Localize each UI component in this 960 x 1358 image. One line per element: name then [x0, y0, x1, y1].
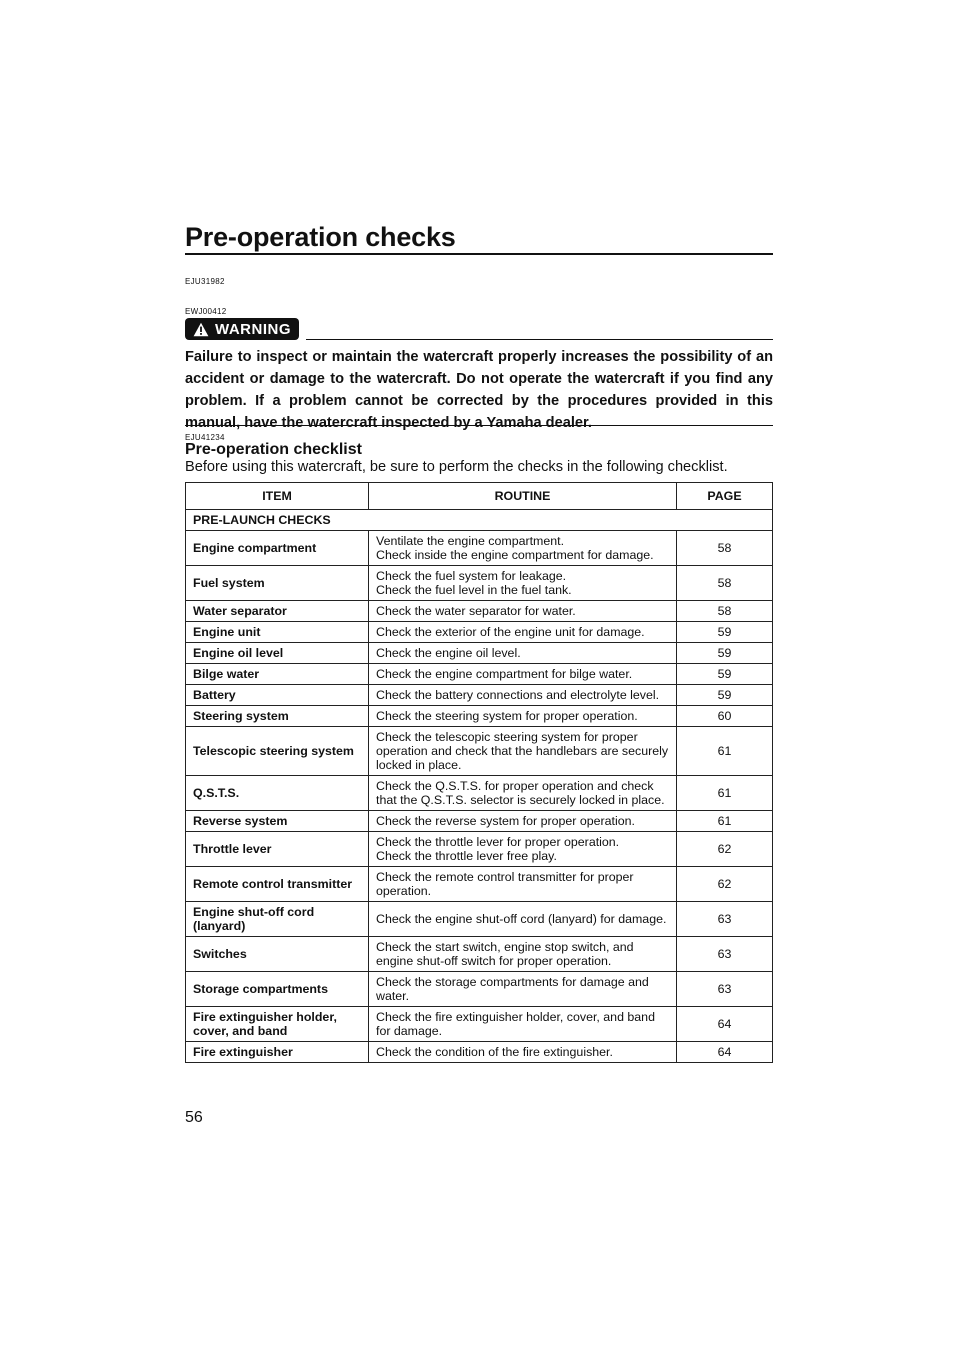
table-row — [186, 685, 773, 706]
row-item: Telescopic steering system — [186, 727, 369, 776]
table-row — [186, 601, 773, 622]
warning-triangle-icon — [193, 322, 209, 337]
row-item: Throttle lever — [186, 832, 369, 867]
row-routine: Check the fuel system for leakage. Check the fuel level in the fuel tank. — [369, 566, 677, 601]
row-page: 58 — [677, 531, 773, 566]
section-heading: Pre-operation checklist — [185, 441, 362, 458]
row-routine: Check the engine compartment for bilge water. — [369, 664, 677, 685]
row-page: 64 — [677, 1042, 773, 1063]
warning-code: EWJ00412 — [185, 307, 227, 316]
row-item: Engine compartment — [186, 531, 369, 566]
warning-badge — [185, 318, 299, 340]
row-item: Remote control transmitter — [186, 867, 369, 902]
table-row — [186, 811, 773, 832]
row-page: 63 — [677, 902, 773, 937]
row-routine: Check the throttle lever for proper operation. Check the throttle lever free play. — [369, 832, 677, 867]
group-row — [186, 510, 773, 531]
table-row — [186, 1042, 773, 1063]
warning-text: Failure to inspect or maintain the watercraft properly increases the possibility of an accident or damage to the watercraft. Do not operate the watercraft if you find any problem. If a problem cannot be corrected by the procedures provided in this manual, have the watercraft inspected by a Yamaha dealer. — [185, 349, 773, 431]
row-page: 59 — [677, 664, 773, 685]
table-header-row — [186, 483, 773, 510]
row-routine: Check the start switch, engine stop switch, and engine shut-off switch for proper operation. — [369, 937, 677, 972]
group-label: PRE-LAUNCH CHECKS — [186, 510, 773, 531]
row-routine: Ventilate the engine compartment. Check inside the engine compartment for damage. — [369, 531, 677, 566]
row-page: 63 — [677, 972, 773, 1007]
row-page: 61 — [677, 727, 773, 776]
row-routine: Check the engine oil level. — [369, 643, 677, 664]
row-page: 59 — [677, 643, 773, 664]
row-page: 61 — [677, 811, 773, 832]
table-row — [186, 776, 773, 811]
row-item: Battery — [186, 685, 369, 706]
row-item: Steering system — [186, 706, 369, 727]
row-item: Bilge water — [186, 664, 369, 685]
table-row — [186, 832, 773, 867]
row-item: Engine oil level — [186, 643, 369, 664]
table-row — [186, 531, 773, 566]
page-number: 56 — [185, 1109, 203, 1126]
row-item: Q.S.T.S. — [186, 776, 369, 811]
row-page: 59 — [677, 685, 773, 706]
checklist-table — [185, 482, 773, 1063]
row-page: 62 — [677, 867, 773, 902]
row-item: Fuel system — [186, 566, 369, 601]
row-routine: Check the storage compartments for damage and water. — [369, 972, 677, 1007]
row-page: 58 — [677, 566, 773, 601]
row-routine: Check the exterior of the engine unit for damage. — [369, 622, 677, 643]
row-routine: Check the Q.S.T.S. for proper operation and check that the Q.S.T.S. selector is securely locked in place. — [369, 776, 677, 811]
row-routine: Check the remote control transmitter for proper operation. — [369, 867, 677, 902]
table-row — [186, 867, 773, 902]
row-page: 58 — [677, 601, 773, 622]
table-row — [186, 972, 773, 1007]
warning-top-rule — [306, 339, 773, 340]
row-item: Fire extinguisher — [186, 1042, 369, 1063]
warning-label: WARNING — [215, 320, 291, 338]
table-row — [186, 643, 773, 664]
row-page: 62 — [677, 832, 773, 867]
row-item: Storage compartments — [186, 972, 369, 1007]
row-item: Engine unit — [186, 622, 369, 643]
row-item: Reverse system — [186, 811, 369, 832]
table-row — [186, 902, 773, 937]
table-row — [186, 706, 773, 727]
table-row — [186, 1007, 773, 1042]
row-routine: Check the reverse system for proper operation. — [369, 811, 677, 832]
row-page: 61 — [677, 776, 773, 811]
row-item: Fire extinguisher holder, cover, and band — [186, 1007, 369, 1042]
row-page: 59 — [677, 622, 773, 643]
row-routine: Check the engine shut-off cord (lanyard) for damage. — [369, 902, 677, 937]
table-row — [186, 937, 773, 972]
row-page: 60 — [677, 706, 773, 727]
intro-text: Before using this watercraft, be sure to perform the checks in the following checklist. — [185, 459, 728, 475]
row-routine: Check the condition of the fire extinguisher. — [369, 1042, 677, 1063]
warning-bottom-rule — [185, 425, 773, 426]
table-row — [186, 566, 773, 601]
row-routine: Check the water separator for water. — [369, 601, 677, 622]
table-row — [186, 664, 773, 685]
column-header-page: PAGE — [677, 483, 773, 510]
column-header-routine: ROUTINE — [369, 483, 677, 510]
section-code: EJU31982 — [185, 277, 225, 286]
column-header-item: ITEM — [186, 483, 369, 510]
row-page: 63 — [677, 937, 773, 972]
row-routine: Check the battery connections and electrolyte level. — [369, 685, 677, 706]
checklist-code: EJU41234 — [185, 433, 225, 442]
row-routine: Check the telescopic steering system for proper operation and check that the handlebars are securely locked in place. — [369, 727, 677, 776]
row-item: Water separator — [186, 601, 369, 622]
row-routine: Check the steering system for proper operation. — [369, 706, 677, 727]
table-row — [186, 622, 773, 643]
row-routine: Check the fire extinguisher holder, cover, and band for damage. — [369, 1007, 677, 1042]
table-row — [186, 727, 773, 776]
title-rule — [185, 253, 773, 255]
row-item: Switches — [186, 937, 369, 972]
row-page: 64 — [677, 1007, 773, 1042]
row-item: Engine shut-off cord (lanyard) — [186, 902, 369, 937]
page-title: Pre-operation checks — [185, 222, 456, 252]
